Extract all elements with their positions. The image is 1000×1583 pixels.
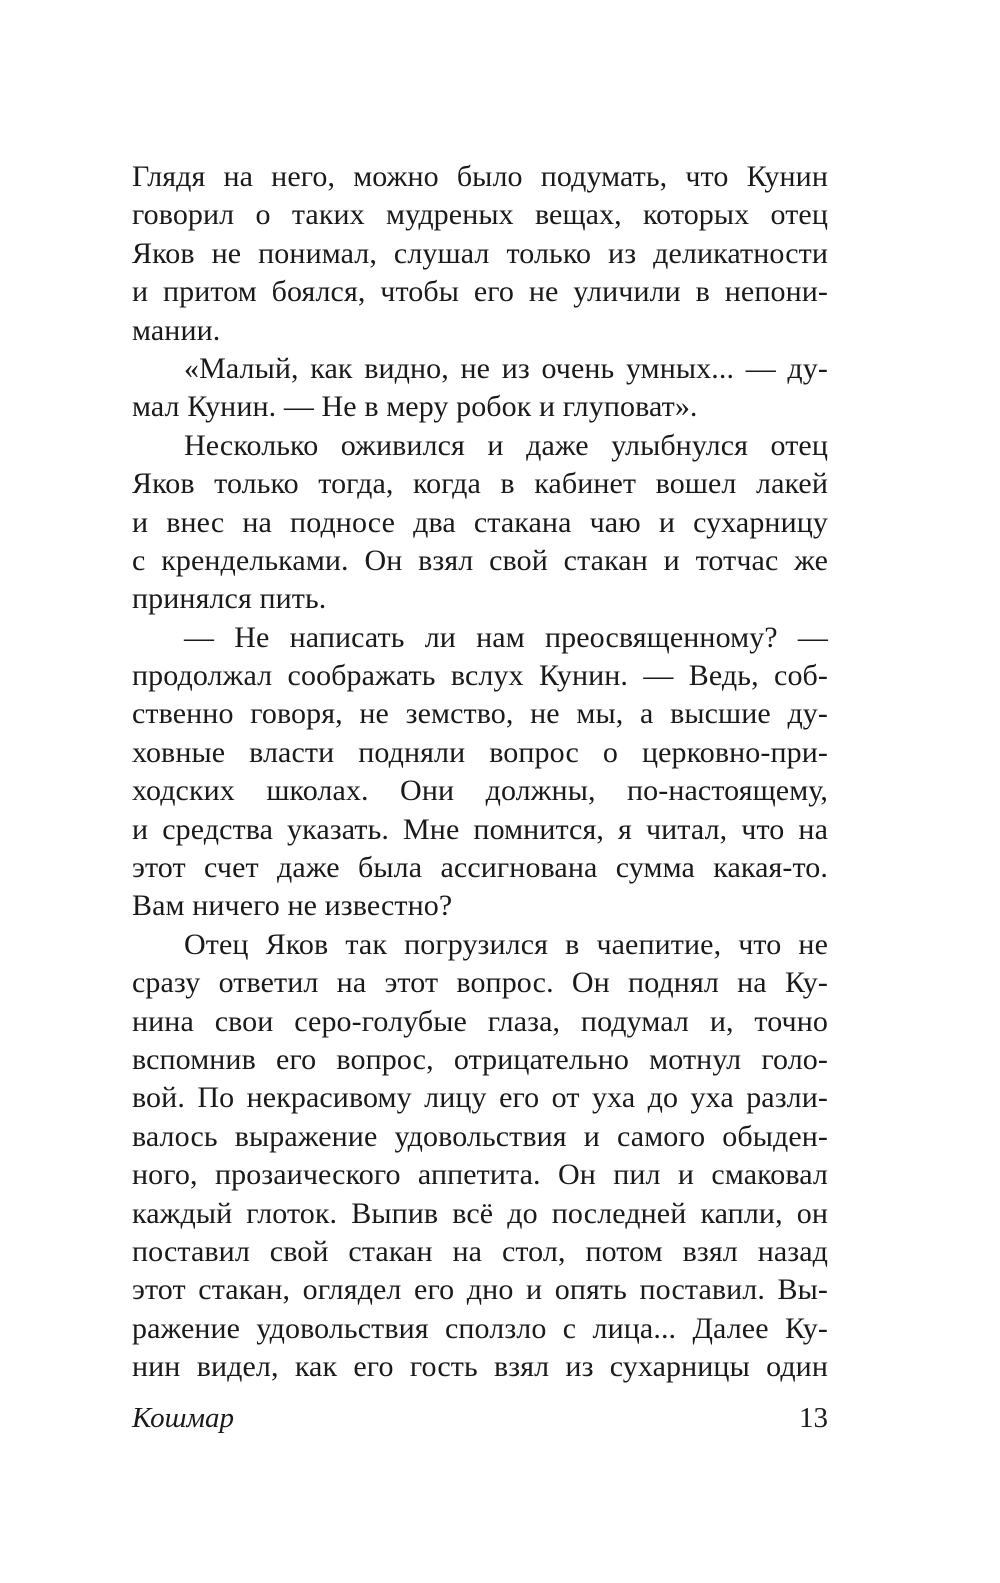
text-line: валось выражение удовольствия и самого обыден- bbox=[132, 1119, 828, 1153]
text-line: Отец Яков так погрузился в чаепитие, что не bbox=[184, 927, 828, 961]
page-body-text bbox=[132, 158, 828, 1387]
text-line: «Малый, как видно, не из очень умных... — ду- bbox=[184, 351, 828, 385]
page-footer bbox=[132, 1398, 828, 1438]
page-number: 13 bbox=[799, 1402, 828, 1434]
text-line: и внес на подносе два стакана чаю и сухарницу bbox=[132, 505, 828, 539]
text-line: говорил о таких мудреных вещах, которых отец bbox=[132, 198, 828, 232]
text-line: с крендельками. Он взял свой стакан и тотчас же bbox=[132, 543, 828, 577]
text-line: этот стакан, оглядел его дно и опять поставил. Вы- bbox=[132, 1273, 828, 1307]
text-line: и средства указать. Мне помнится, я читал, что на bbox=[132, 812, 828, 846]
text-line: — Не написать ли нам преосвященному? — bbox=[184, 620, 828, 654]
text-line: Вам ничего не известно? bbox=[132, 889, 453, 923]
text-line: нин видел, как его гость взял из сухарницы один bbox=[132, 1350, 828, 1384]
text-line: Яков только тогда, когда в кабинет вошел лакей bbox=[132, 467, 828, 501]
text-line: Глядя на него, можно было подумать, что Кунин bbox=[132, 160, 828, 193]
text-line: Несколько оживился и даже улыбнулся отец bbox=[184, 428, 828, 462]
text-line: ражение удовольствия сползло с лица... Далее Ку- bbox=[132, 1311, 828, 1345]
text-line: сразу ответил на этот вопрос. Он поднял на Ку- bbox=[132, 966, 828, 1000]
text-line: ственно говоря, не земство, не мы, а высшие ду- bbox=[132, 697, 828, 731]
text-line: ного, прозаического аппетита. Он пил и смаковал bbox=[132, 1158, 828, 1192]
text-line: мал Кунин. — Не в меру робок и глуповат». bbox=[132, 390, 698, 424]
text-line: этот счет даже была ассигнована сумма какая-то. bbox=[132, 851, 828, 885]
text-line: вспомнив его вопрос, отрицательно мотнул голо- bbox=[132, 1042, 828, 1076]
text-line: вой. По некрасивому лицу его от уха до уха разли- bbox=[132, 1081, 828, 1115]
text-line: каждый глоток. Выпив всё до последней капли, он bbox=[132, 1196, 828, 1230]
text-line: продолжал соображать вслух Кунин. — Ведь, соб- bbox=[132, 659, 828, 693]
running-title: Кошмар bbox=[132, 1402, 235, 1434]
text-line: нина свои серо-голубые глаза, подумал и, точно bbox=[132, 1004, 828, 1038]
text-line: и притом боялся, чтобы его не уличили в непони- bbox=[132, 275, 828, 309]
text-line: мании. bbox=[132, 313, 221, 347]
text-line: Яков не понимал, слушал только из деликатности bbox=[132, 236, 828, 270]
text-line: ходских школах. Они должны, по-настоящему, bbox=[132, 774, 828, 808]
text-line: поставил свой стакан на стол, потом взял назад bbox=[132, 1234, 828, 1268]
text-line: принялся пить. bbox=[132, 582, 327, 616]
text-line: ховные власти подняли вопрос о церковно-при- bbox=[132, 735, 828, 769]
